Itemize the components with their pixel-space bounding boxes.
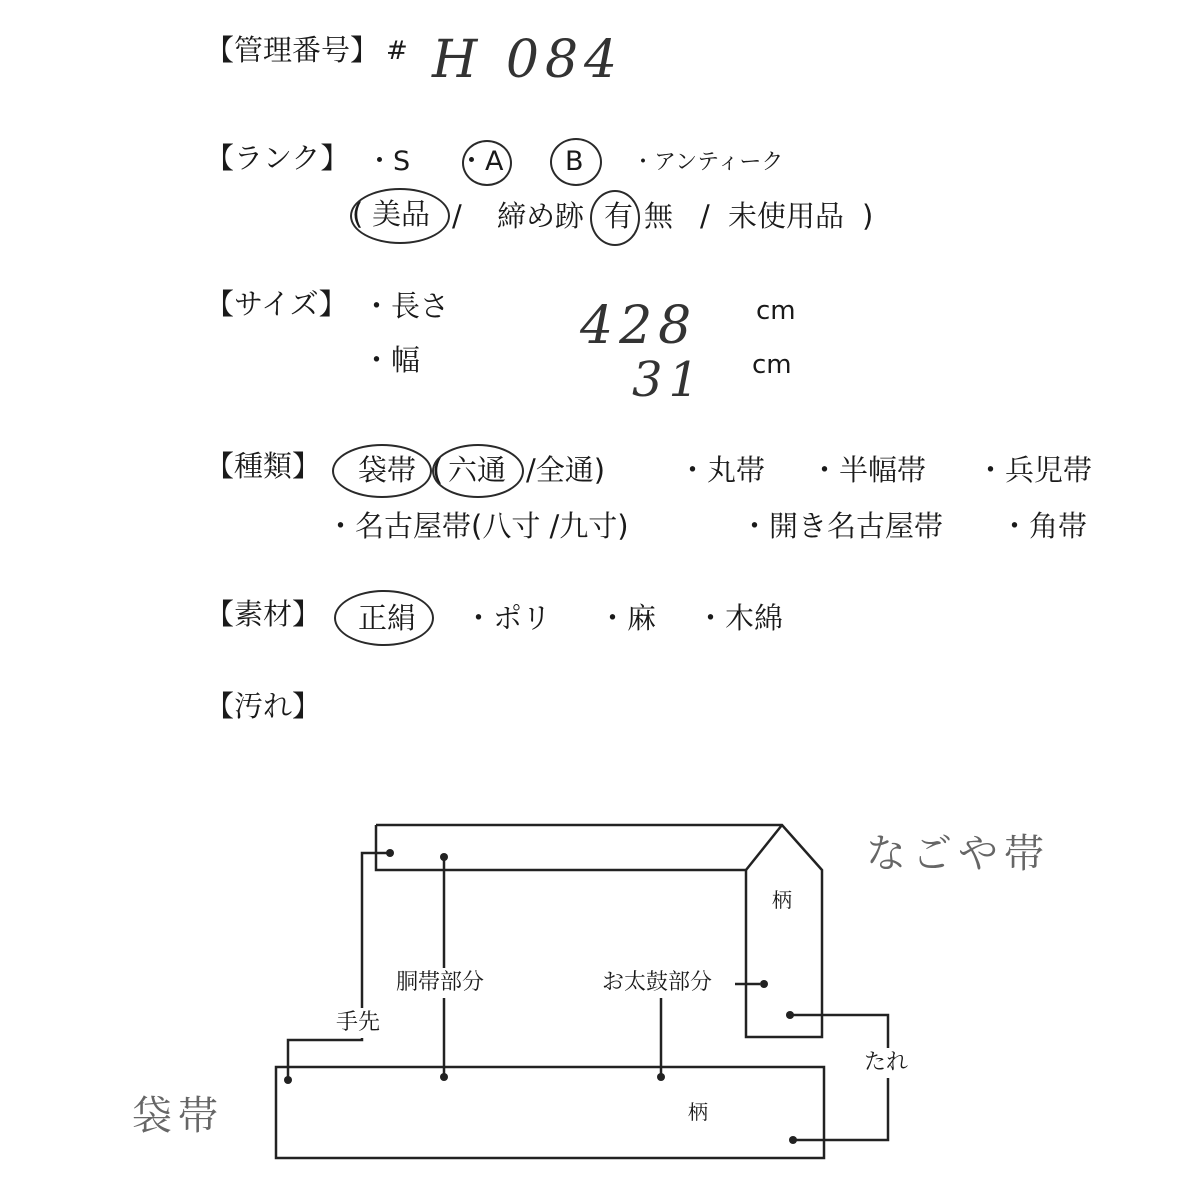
nagoya-title: なごや帯 — [866, 831, 1050, 877]
fukuro-body-outline — [276, 1067, 824, 1158]
material-cotton: ・木綿 — [696, 601, 784, 635]
material-poly: ・ポリ — [464, 601, 552, 635]
rank-option-b: B — [565, 146, 584, 177]
rank-detail-close: ) — [862, 199, 874, 233]
hash-symbol: # — [386, 36, 408, 66]
rank-detail-slash2: / — [700, 199, 710, 233]
rank-option-a: ・A — [458, 146, 504, 177]
dobu-top-dot — [440, 853, 448, 861]
type-open: ( — [432, 453, 444, 487]
nagoya-fold-line — [746, 825, 782, 870]
tesaki-connector — [288, 853, 390, 1080]
rank-detail-open: ( — [352, 197, 364, 231]
material-silk: 正絹 — [358, 601, 417, 635]
rank-detail-mark: 締め跡 — [497, 199, 585, 233]
type-zentsu: /全通) — [526, 453, 606, 487]
fukuro-title: 袋帯 — [132, 1093, 224, 1139]
rank-option-antique: ・アンティーク — [632, 150, 784, 175]
otaiko-top-dot — [760, 980, 768, 988]
size-width-value: 31 — [632, 352, 706, 408]
tare-bottom-dot — [789, 1136, 797, 1144]
type-nagoya: ・名古屋帯(八寸 /九寸) — [326, 509, 629, 543]
type-maru: ・丸帯 — [678, 453, 766, 487]
rank-detail-beauty: 美品 — [372, 197, 431, 231]
dobu-label: 胴帯部分 — [396, 970, 485, 995]
management-number-value: H 084 — [432, 30, 624, 90]
otaiko-bottom-dot — [657, 1073, 665, 1081]
dobu-bottom-dot — [440, 1073, 448, 1081]
rank-detail-slash1: / — [452, 199, 462, 233]
type-heko: ・兵児帯 — [976, 453, 1093, 487]
size-width-unit: cm — [752, 350, 792, 380]
gara-bottom-label: 柄 — [688, 1100, 708, 1124]
type-rokutsu: 六通 — [448, 453, 507, 487]
rank-detail-unused: 未使用品 — [728, 199, 845, 233]
size-length-unit: cm — [756, 296, 796, 326]
type-hiraki: ・開き名古屋帯 — [740, 509, 944, 543]
tare-top-dot — [786, 1011, 794, 1019]
rank-detail-yes: 有 — [604, 199, 634, 233]
type-label: 【種類】 — [205, 449, 322, 483]
rank-label: 【ランク】 — [205, 141, 350, 175]
size-label: 【サイズ】 — [205, 287, 348, 321]
rank-detail-no: 無 — [644, 199, 674, 233]
management-number-label: 【管理番号】 — [205, 33, 380, 67]
material-label: 【素材】 — [205, 597, 322, 631]
otaiko-label: お太鼓部分 — [602, 970, 713, 995]
tesaki-bottom-dot — [284, 1076, 292, 1084]
tesaki-dot — [386, 849, 394, 857]
stain-label: 【汚れ】 — [205, 689, 322, 723]
gara-top-label: 柄 — [772, 888, 792, 912]
type-hanhaba: ・半幅帯 — [810, 453, 927, 487]
rank-option-s: ・S — [366, 146, 411, 177]
size-length-label: ・長さ — [362, 289, 450, 323]
material-asa: ・麻 — [598, 601, 657, 635]
type-kaku: ・角帯 — [1000, 509, 1088, 543]
size-length-value: 428 — [580, 296, 698, 356]
type-fukuro: 袋帯 — [358, 453, 417, 487]
tare-label: たれ — [864, 1050, 909, 1075]
tesaki-label: 手先 — [336, 1010, 381, 1035]
size-width-label: ・幅 — [362, 343, 421, 377]
